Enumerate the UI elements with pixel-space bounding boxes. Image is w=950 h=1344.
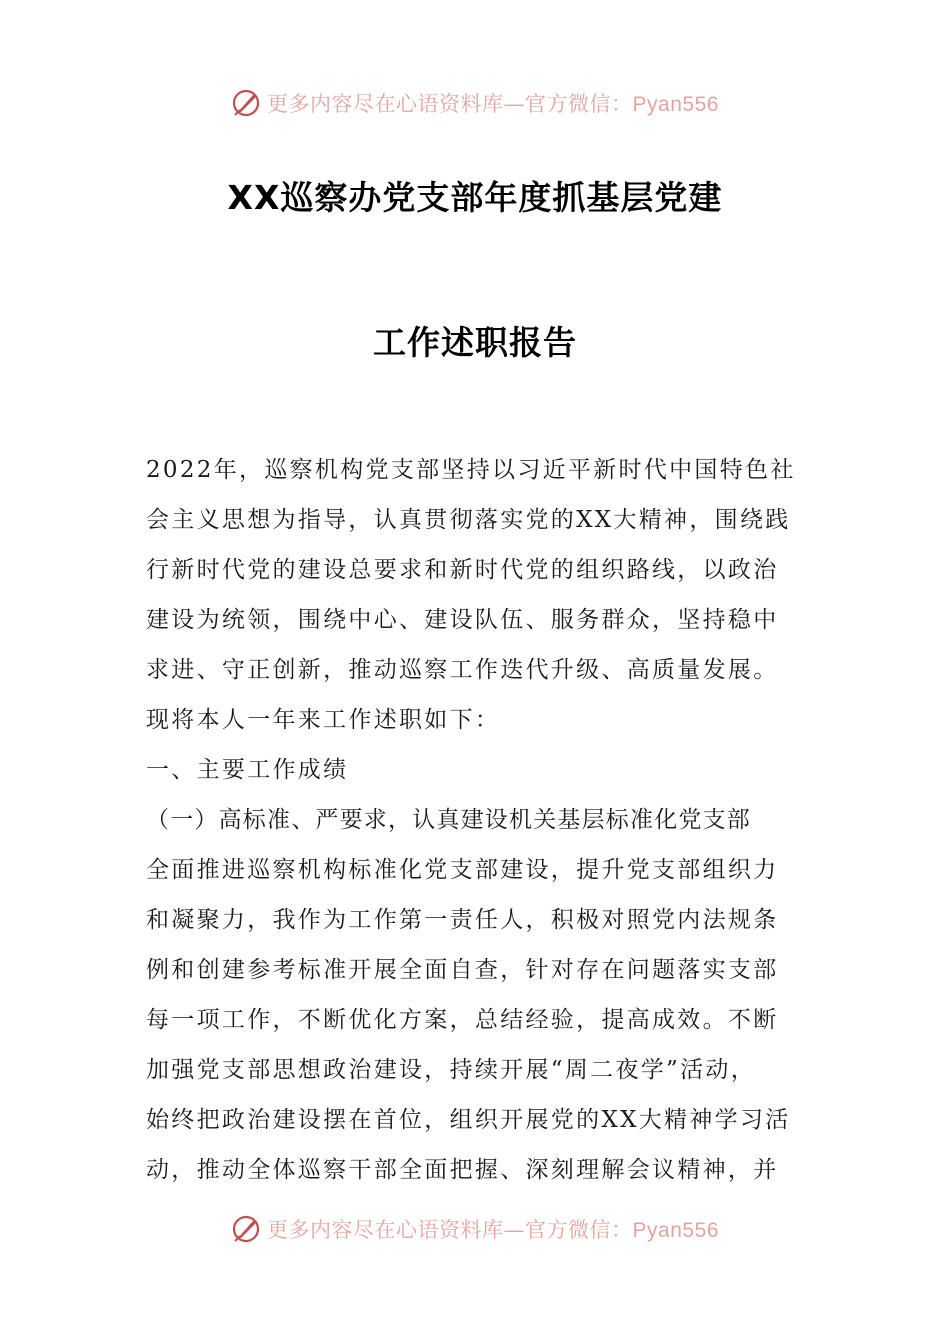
watermark-text: 更多内容尽在心语资料库—官方微信：Pyan556 xyxy=(267,92,719,116)
watermark-text: 更多内容尽在心语资料库—官方微信：Pyan556 xyxy=(267,1218,719,1242)
subsection-heading: （一）高标准、严要求，认真建设机关基层标准化党支部 xyxy=(146,807,751,833)
section-heading: 一、主要工作成绩 xyxy=(146,757,349,783)
document-title-line-1: XX巡察办党支部年度抓基层党建 xyxy=(227,178,723,217)
watermark-header xyxy=(0,83,950,123)
body-line: 行新时代党的建设总要求和新时代党的组织路线，以政治 xyxy=(146,557,779,583)
body-line: 每一项工作，不断优化方案，总结经验，提高成效。不断 xyxy=(146,1007,779,1033)
body-line: 现将本人一年来工作述职如下： xyxy=(146,707,501,733)
body-line: 会主义思想为指导，认真贯彻落实党的XX大精神，围绕践 xyxy=(146,507,791,533)
quill-circle-logo-icon xyxy=(231,1214,261,1244)
quill-circle-logo-icon xyxy=(231,88,261,118)
body-line: 全面推进巡察机构标准化党支部建设，提升党支部组织力 xyxy=(146,857,779,883)
body-line: 2022年，巡察机构党支部坚持以习近平新时代中国特色社 xyxy=(146,457,796,483)
document-body xyxy=(146,445,806,1195)
body-line: 动，推动全体巡察干部全面把握、深刻理解会议精神，并 xyxy=(146,1157,779,1183)
body-line: 和凝聚力，我作为工作第一责任人，积极对照党内法规条 xyxy=(146,907,779,933)
document-title-line-2: 工作述职报告 xyxy=(373,323,577,362)
body-line: 始终把政治建设摆在首位，组织开展党的XX大精神学习活 xyxy=(146,1107,791,1133)
body-line: 建设为统领，围绕中心、建设队伍、服务群众，坚持稳中 xyxy=(146,607,779,633)
body-line: 加强党支部思想政治建设，持续开展“周二夜学”活动， xyxy=(146,1057,757,1083)
body-line: 例和创建参考标准开展全面自查，针对存在问题落实支部 xyxy=(146,957,779,983)
watermark-footer xyxy=(0,1209,950,1249)
body-line: 求进、守正创新，推动巡察工作迭代升级、高质量发展。 xyxy=(146,657,779,683)
